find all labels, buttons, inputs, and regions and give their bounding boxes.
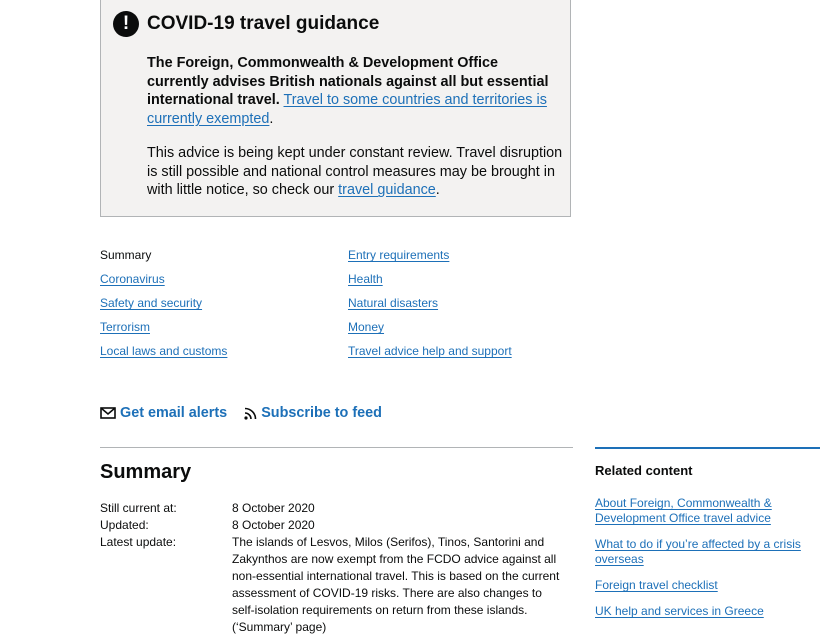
latest-update-value: The islands of Lesvos, Milos (Serifos), Tinos, Santorini and Zakynthos are now exempt from the FCDO advice against all non-essential international travel. This is based on the current assessment of COVID-19 risks. There are also changes to self-isolation requirements on return from these islands. (‘Summary’ page) [232,535,560,634]
updated-label: Updated: [100,518,149,532]
contents-list-right [348,247,512,367]
envelope-icon [100,407,116,419]
warning-icon: ! [113,11,139,37]
covid-notice [100,0,571,217]
related-link-about-fcdo-advice[interactable]: About Foreign, Commonwealth & Development Office travel advice [595,496,772,525]
related-link-crisis-overseas[interactable]: What to do if you’re affected by a crisis overseas [595,537,801,566]
updated-row [100,517,564,534]
subscribe-feed-label: Subscribe to feed [261,405,382,421]
related-links-list [595,496,820,619]
contents-item-money[interactable]: Money [348,320,385,334]
related-content-heading: Related content [595,463,693,478]
related-link-travel-checklist[interactable]: Foreign travel checklist [595,578,718,592]
contents-item-health[interactable]: Health [348,272,383,286]
subscription-links [100,405,399,421]
email-alerts-link[interactable] [100,405,227,421]
notice-p2-end: . [435,182,440,199]
email-alerts-label: Get email alerts [120,405,228,421]
section-divider [100,447,573,448]
contents-item-local-laws[interactable]: Local laws and customs [100,344,228,358]
contents-item-coronavirus[interactable]: Coronavirus [100,272,165,286]
notice-title: COVID-19 travel guidance [147,13,380,34]
contents-list-left [100,247,227,367]
contents-item-safety[interactable]: Safety and security [100,296,203,310]
contents-item-terrorism[interactable]: Terrorism [100,320,150,334]
summary-heading: Summary [100,461,192,483]
summary-metadata [100,500,564,636]
still-current-label: Still current at: [100,501,177,515]
latest-update-row [100,534,564,636]
subscribe-feed-link[interactable] [244,405,382,421]
contents-item-natural-disasters[interactable]: Natural disasters [348,296,439,310]
notice-review-text: This advice is being kept under constant review. Travel disruption is still possible and national control measures may be brought in with little notice, so check our [147,145,563,199]
exempted-countries-link[interactable]: Travel to some countries and territories is currently exempted [147,92,547,128]
still-current-value: 8 October 2020 [232,501,315,515]
contents-item-help-support[interactable]: Travel advice help and support [348,344,512,358]
updated-value: 8 October 2020 [232,518,315,532]
contents-item-entry-requirements[interactable]: Entry requirements [348,248,450,262]
notice-p1-end: . [269,111,274,128]
related-content [595,447,820,630]
still-current-row [100,500,564,517]
notice-advice-text: The Foreign, Commonwealth & Development Office currently advises British nationals against all but essential international travel. [147,55,549,109]
travel-guidance-link[interactable]: travel guidance [338,182,436,199]
rss-feed-icon [244,407,257,420]
notice-paragraph-2 [147,144,567,200]
notice-paragraph-1 [147,54,561,129]
latest-update-label: Latest update: [100,535,177,549]
related-link-uk-help-greece[interactable]: UK help and services in Greece [595,604,764,618]
contents-item-summary: Summary [100,248,152,262]
